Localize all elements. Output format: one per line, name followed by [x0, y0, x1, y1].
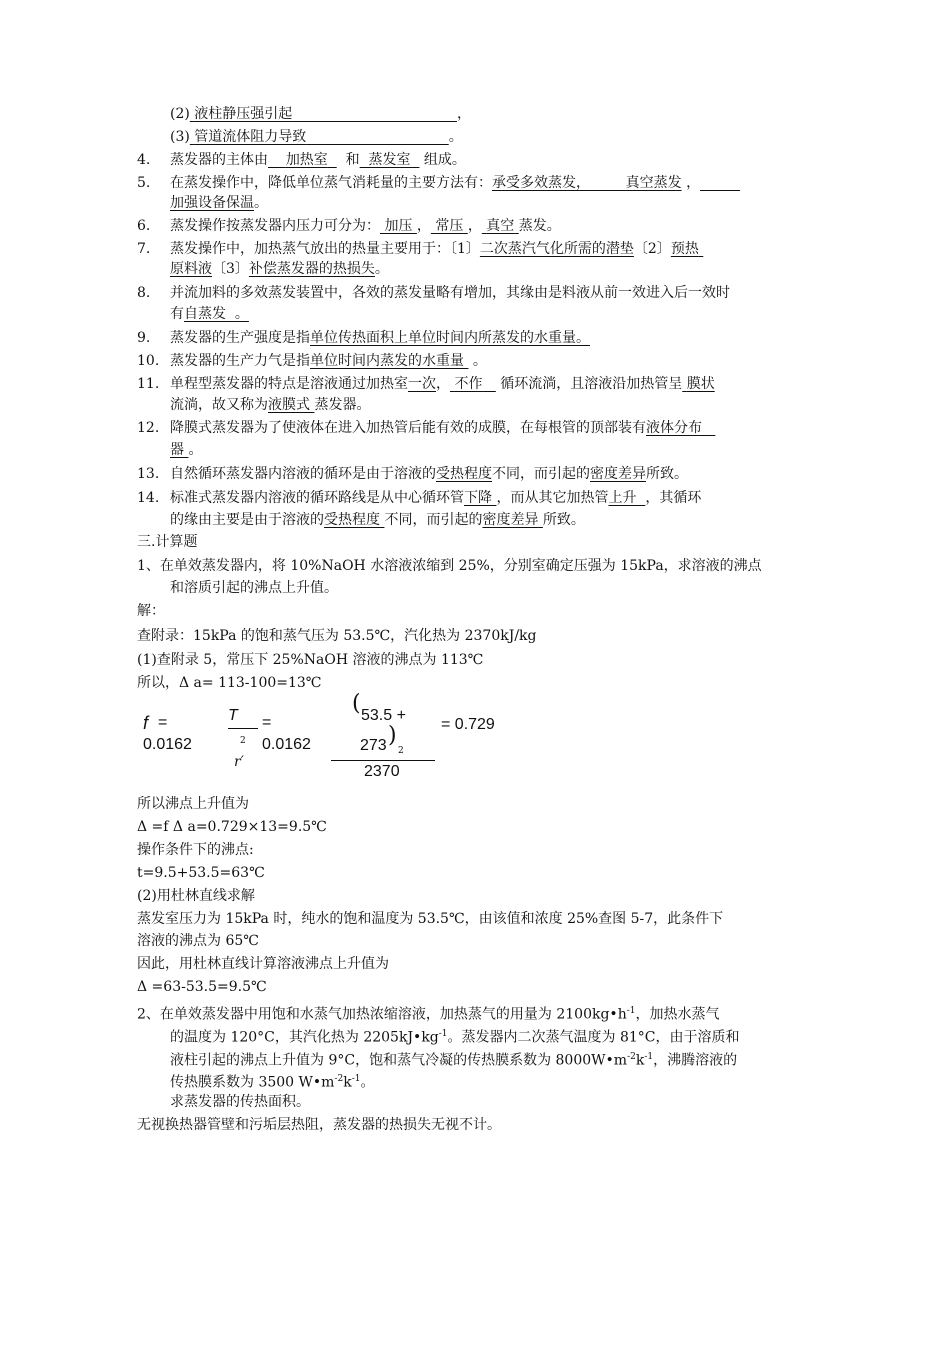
solution-line: (2)用杜林直线求解 — [137, 888, 255, 904]
question-11: 单程型蒸发器的特点是溶液通过加热室一次， 不作 循环流淌，且溶液沿加热管呈 膜状 — [170, 376, 715, 392]
section-heading: 三.计算题 — [137, 534, 198, 550]
formula-T: T — [228, 707, 238, 724]
question-9: 蒸发器的生产强度是指单位传热面积上单位时间内所蒸发的水重量。 — [170, 330, 590, 346]
problem-2-cont: 液柱引起的沸点上升值为 9°C，饱和蒸气冷凝的传热膜系数为 $8000W•m^{-2}k^{-1}$，沸腾溶液的 — [170, 1052, 738, 1069]
solution-line: 所以，Δ a= 113-100=13℃ — [137, 675, 322, 691]
question-number: 4. — [137, 152, 151, 168]
problem-2: 2、在单效蒸发器中用饱和水蒸气加热浓缩溶液，加热蒸气的用量为 $2100kg•h^{-1}$，加热水蒸气 — [137, 1006, 720, 1023]
question-10: 蒸发器的生产力气是指单位时间内蒸发的水重量 。 — [170, 353, 487, 369]
solution-label: 解： — [137, 603, 165, 619]
solution-line: 查附录：15kPa 的饱和蒸气压为 53.5℃，汽化热为 2370kJ/kg — [137, 628, 537, 644]
question-13: 自然循环蒸发器内溶液的循环是由于溶液的受热程度不同，而引起的密度差异所致。 — [170, 466, 688, 482]
question-number: 14. — [137, 490, 160, 506]
answer-line-2: (2) 液柱静压强引起 ， — [170, 106, 471, 122]
fraction-bar — [331, 760, 435, 761]
formula-constant: 0.0162 — [262, 736, 311, 753]
solution-line: Δ =63-53.5=9.5℃ — [137, 979, 267, 995]
question-number: 12. — [137, 420, 160, 436]
formula-paren: ) — [388, 723, 397, 748]
formula-equals: = — [158, 714, 168, 731]
question-number: 9. — [137, 330, 151, 346]
solution-line: 因此，用杜林直线计算溶液沸点上升值为 — [137, 956, 389, 972]
formula-denominator: 2370 — [364, 763, 400, 780]
question-8-cont: 有自蒸发 。 — [170, 306, 249, 322]
question-5-cont: 加强设备保温。 — [170, 195, 268, 211]
blank-answer: 管道流体阻力导致 — [194, 129, 307, 145]
problem-1-cont: 和溶质引起的沸点上升值。 — [170, 580, 338, 596]
question-number: 11. — [137, 376, 160, 392]
question-12-cont: 器 。 — [170, 442, 203, 458]
formula-r: r′ — [234, 754, 244, 770]
question-11-cont: 流淌，故又称为液膜式 蒸发器。 — [170, 397, 371, 413]
solution-line: 蒸发室压力为 15kPa 时，纯水的饱和温度为 53.5℃，由该值和浓度 25%查图 5-7，此条件下 — [137, 911, 724, 927]
formula-equals: = — [262, 714, 272, 731]
problem-1: 1、在单效蒸发器内，将 10%NaOH 水溶液浓缩到 25%，分别室确定压强为 15kPa，求溶液的沸点 — [137, 558, 762, 574]
question-number: 6. — [137, 218, 151, 234]
answer-line-3: (3) 管道流体阻力导致 。 — [170, 129, 463, 145]
question-7: 蒸发操作中，加热蒸气放出的热量主要用于：〔1〕二次蒸汽气化所需的潜垫〔2〕预热 — [170, 241, 699, 257]
formula-exponent: 2 — [240, 736, 246, 746]
question-number: 7. — [137, 241, 151, 257]
question-number: 5. — [137, 175, 151, 191]
formula-paren: ( — [352, 691, 361, 716]
problem-2-cont: 求蒸发器的传热面积。 — [170, 1094, 310, 1110]
question-8: 并流加料的多效蒸发装置中，各效的蒸发量略有增加，其缘由是料液从前一效进入后一效时 — [170, 285, 730, 301]
question-5: 在蒸发操作中，降低单位蒸气消耗量的主要方法有：承受多效蒸发， 真空蒸发 ， — [170, 175, 701, 191]
formula-result: = 0.729 — [441, 716, 495, 733]
blank-answer: 液柱静压强引起 — [194, 106, 293, 122]
formula-exponent: 2 — [398, 746, 404, 756]
formula-f: f — [143, 713, 149, 733]
problem-2-cont: 的温度为 120°C，其汽化热为 $2205kJ•kg^{-1}$。蒸发器内二次蒸气温度为 81°C，由于溶质和 — [170, 1029, 740, 1046]
solution-line: 所以沸点上升值为 — [137, 796, 249, 812]
question-7-cont: 原料液〔3〕补偿蒸发器的热损失。 — [170, 261, 389, 277]
question-4: 蒸发器的主体由 加热室 和 蒸发室 组成。 — [170, 152, 466, 168]
formula-numerator: 53.5 + — [361, 707, 406, 724]
solution-line: Δ =f Δ a=0.729×13=9.5℃ — [137, 819, 327, 835]
formula-constant: 0.0162 — [143, 736, 192, 753]
question-6: 蒸发操作按蒸发器内压力可分为： 加压 ， 常压 ， 真空 蒸发。 — [170, 218, 561, 234]
question-number: 13. — [137, 466, 160, 482]
solution-line: (1)查附录 5，常压下 25%NaOH 溶液的沸点为 113℃ — [137, 652, 484, 668]
question-14: 标准式蒸发器内溶液的循环路线是从中心循环管下降 ，而从其它加热管上升 ，其循环 — [170, 490, 702, 506]
solution-line: t=9.5+53.5=63℃ — [137, 865, 265, 881]
problem-2-cont: 传热膜系数为 3500 $W•m^{-2}k^{-1}$。 — [170, 1074, 375, 1091]
solution-line: 操作条件下的沸点: — [137, 842, 254, 858]
question-14-cont: 的缘由主要是由于溶液的受热程度 不同，而引起的密度差异 所致。 — [170, 512, 585, 528]
problem-2-note: 无视换热器管壁和污垢层热阻，蒸发器的热损失无视不计。 — [137, 1117, 501, 1133]
question-number: 8. — [137, 285, 151, 301]
question-12: 降膜式蒸发器为了使液体在进入加热管后能有效的成膜，在每根管的顶部装有液体分布 — [170, 420, 702, 436]
formula-numerator: 273 — [360, 737, 387, 754]
solution-line: 溶液的沸点为 65℃ — [137, 933, 259, 949]
fraction-bar — [228, 728, 258, 729]
question-number: 10. — [137, 353, 160, 369]
